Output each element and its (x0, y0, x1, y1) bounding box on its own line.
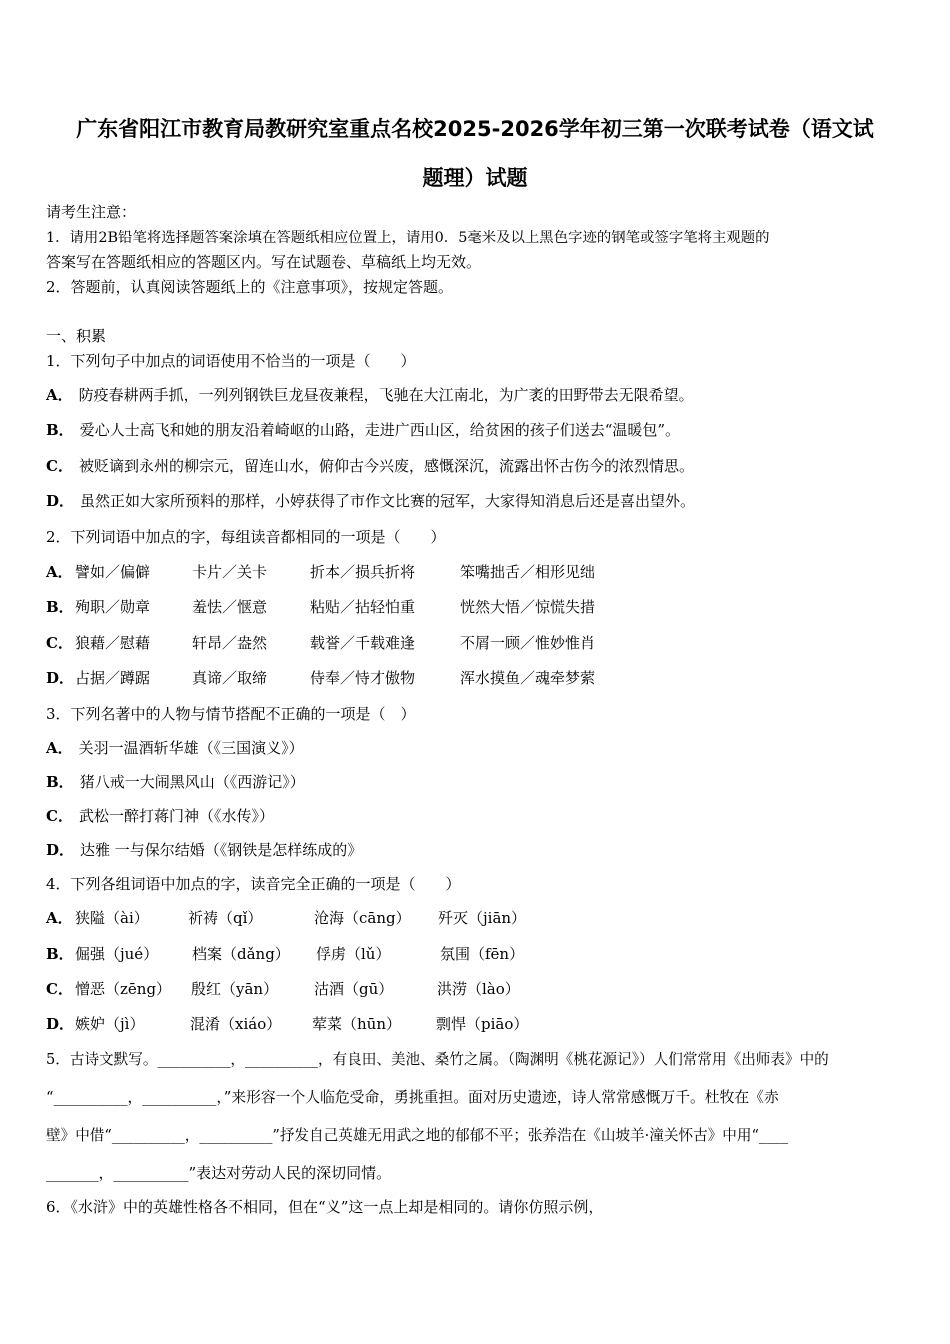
question-3-option-d (46, 840, 362, 860)
question-3-stem: 3．下列名著中的人物与情节搭配不正确的一项是（ ） (46, 705, 416, 723)
section-heading: 一、积累 (46, 327, 107, 345)
question-2-option-c-cell: 狼藉／慰藉 (75, 634, 151, 652)
option-label: A． (46, 386, 73, 404)
question-4-option-b-cell: 倔强（jué） (75, 945, 159, 963)
option-label: A． (46, 739, 73, 757)
question-3-option-a (46, 738, 304, 758)
question-1-option-c (46, 456, 694, 476)
notice-item-1-cont: 答案写在答题纸相应的答题区内。写在试题卷、草稿纸上均无效。 (46, 253, 482, 271)
question-4-option-b-cell: 档案（dǎng） (192, 945, 290, 963)
question-1-stem: 1．下列句子中加点的词语使用不恰当的一项是（ ） (46, 352, 416, 370)
option-text: 武松一醉打蒋门神（《水传》） (78, 807, 274, 825)
question-4-stem: 4．下列各组词语中加点的字，读音完全正确的一项是（ ） (46, 875, 461, 893)
question-3-option-c (46, 806, 274, 826)
question-4-option-c-cell: 沽酒（gū） (314, 980, 394, 998)
option-label: B． (46, 945, 74, 963)
option-label: D． (46, 1015, 75, 1033)
option-label: C． (46, 634, 73, 652)
question-4-option-a-cell: 狭隘（ài） (75, 909, 149, 927)
option-label: D． (46, 492, 75, 510)
question-5-line-1: 5．古诗文默写。__________，__________，有良田、美池、桑竹之属。（陶渊明《桃花源记》）人们常常用《出师表》中的 (46, 1051, 829, 1068)
question-2-option-d-cell: 浑水摸鱼／魂牵梦萦 (460, 669, 596, 687)
question-4-option-a-cell: 歼灭（jiān） (438, 909, 527, 927)
question-3-option-b (46, 772, 305, 792)
option-label: D． (46, 669, 75, 687)
notice-heading: 请考生注意： (46, 203, 137, 221)
notice-item-2: 2．答题前，认真阅读答题纸上的《注意事项》，按规定答题。 (46, 278, 454, 296)
question-4-option-c-cell: 洪涝（lào） (437, 980, 520, 998)
question-4-option-b-cell: 氛围（fēn） (440, 945, 525, 963)
question-2-stem: 2．下列词语中加点的字，每组读音都相同的一项是（ ） (46, 528, 446, 546)
question-2-option-c-cell: 载誉／千载难逢 (310, 634, 416, 652)
question-4-option-d-cell: 荤菜（hūn） (312, 1015, 401, 1033)
question-4-option-d-cell: 剽悍（piāo） (436, 1015, 529, 1033)
question-4-option-a (46, 908, 79, 928)
question-2-option-c-cell: 不屑一顾／惟妙惟肖 (460, 634, 596, 652)
question-1-option-b (46, 420, 680, 440)
question-1-option-d (46, 491, 695, 511)
question-4-option-c (46, 979, 79, 999)
option-label: C． (46, 807, 73, 825)
question-4-option-b-cell: 俘虏（lǔ） (316, 945, 391, 963)
question-4-option-c-cell: 殷红（yān） (191, 980, 279, 998)
question-4-option-d-cell: 混淆（xiáo） (190, 1015, 282, 1033)
question-2-option-b-cell: 粘贴／拈轻怕重 (310, 598, 416, 616)
question-2-option-d-cell: 真谛／取缔 (192, 669, 268, 687)
question-4-option-a-cell: 祈祷（qǐ） (188, 909, 263, 927)
option-label: B． (46, 421, 74, 439)
question-2-option-a-cell: 折本／损兵折将 (310, 563, 416, 581)
question-4-option-d-cell: 嫉妒（jì） (75, 1015, 145, 1033)
option-text: 猪八戒一大闹黑风山（《西游记》） (79, 773, 305, 791)
option-text: 达雅 一与保尔结婚（《钢铁是怎样练成的》 (80, 841, 363, 859)
question-2-option-d-cell: 侍奉／恃才傲物 (310, 669, 416, 687)
option-text: 虽然正如大家所预料的那样，小婷获得了市作文比赛的冠军，大家得知消息后还是喜出望外。 (80, 492, 696, 510)
exam-title-line2: 题理）试题 (422, 166, 528, 190)
question-2-option-a-cell: 笨嘴拙舌／相形见绌 (460, 563, 596, 581)
option-label: B． (46, 773, 74, 791)
question-2-option-b-cell: 殉职／勋章 (75, 598, 151, 616)
question-4-option-c-cell: 憎恶（zēng） (75, 980, 172, 998)
option-label: C． (46, 457, 73, 475)
option-label: A． (46, 909, 73, 927)
question-2-option-c-cell: 轩昂／盎然 (192, 634, 268, 652)
question-2-option-c (46, 633, 79, 653)
question-2-option-b-cell: 羞怯／惬意 (192, 598, 268, 616)
option-text: 被贬谪到永州的柳宗元，留连山水，俯仰古今兴废，感慨深沉，流露出怀古伤今的浓烈情思。 (78, 457, 694, 475)
option-label: B． (46, 598, 74, 616)
notice-item-1: 1．请用2B铅笔将选择题答案涂填在答题纸相应位置上，请用0．5毫米及以上黑色字迹的钢笔或签字笔将主观题的 (46, 230, 770, 246)
question-2-option-a-cell: 譬如／偏僻 (75, 563, 151, 581)
question-6-stem: 6．《水浒》中的英雄性格各不相同，但在“义”这一点上却是相同的。请你仿照示例， (46, 1198, 604, 1216)
option-text: 关羽一温酒斩华雄（《三国演义》） (78, 739, 304, 757)
question-2-option-b-cell: 恍然大悟／惊慌失措 (460, 598, 596, 616)
question-5-line-4: _______，__________”表达对劳动人民的深切同情。 (46, 1164, 392, 1182)
exam-title-line1: 广东省阳江市教育局教研究室重点名校2025-2026学年初三第一次联考试卷（语文试 (76, 117, 874, 141)
question-2-option-d-cell: 占据／蹲踞 (75, 669, 151, 687)
option-text: 爱心人士高飞和她的朋友沿着崎岖的山路，走进广西山区，给贫困的孩子们送去“温暖包”。 (79, 421, 681, 439)
question-5-line-3: 壁》中借“__________，__________”抒发自己英雄无用武之地的郁郁不平；张养浩在《山坡羊·潼关怀古》中用“____ (46, 1127, 789, 1144)
option-label: A． (46, 563, 73, 581)
question-1-option-a (46, 385, 694, 405)
question-4-option-a-cell: 沧海（cāng） (314, 909, 411, 927)
option-text: 防疫春耕两手抓，一列列钢铁巨龙昼夜兼程，飞驰在大江南北，为广袤的田野带去无限希望。 (78, 386, 694, 404)
question-2-option-a (46, 562, 79, 582)
question-2-option-a-cell: 卡片／关卡 (192, 563, 268, 581)
question-5-line-2: “__________，__________，”来形容一个人临危受命，勇挑重担。面对历史遗迹，诗人常常感慨万千。杜牧在《赤 (46, 1089, 779, 1106)
option-label: D． (46, 841, 75, 859)
option-label: C． (46, 980, 73, 998)
